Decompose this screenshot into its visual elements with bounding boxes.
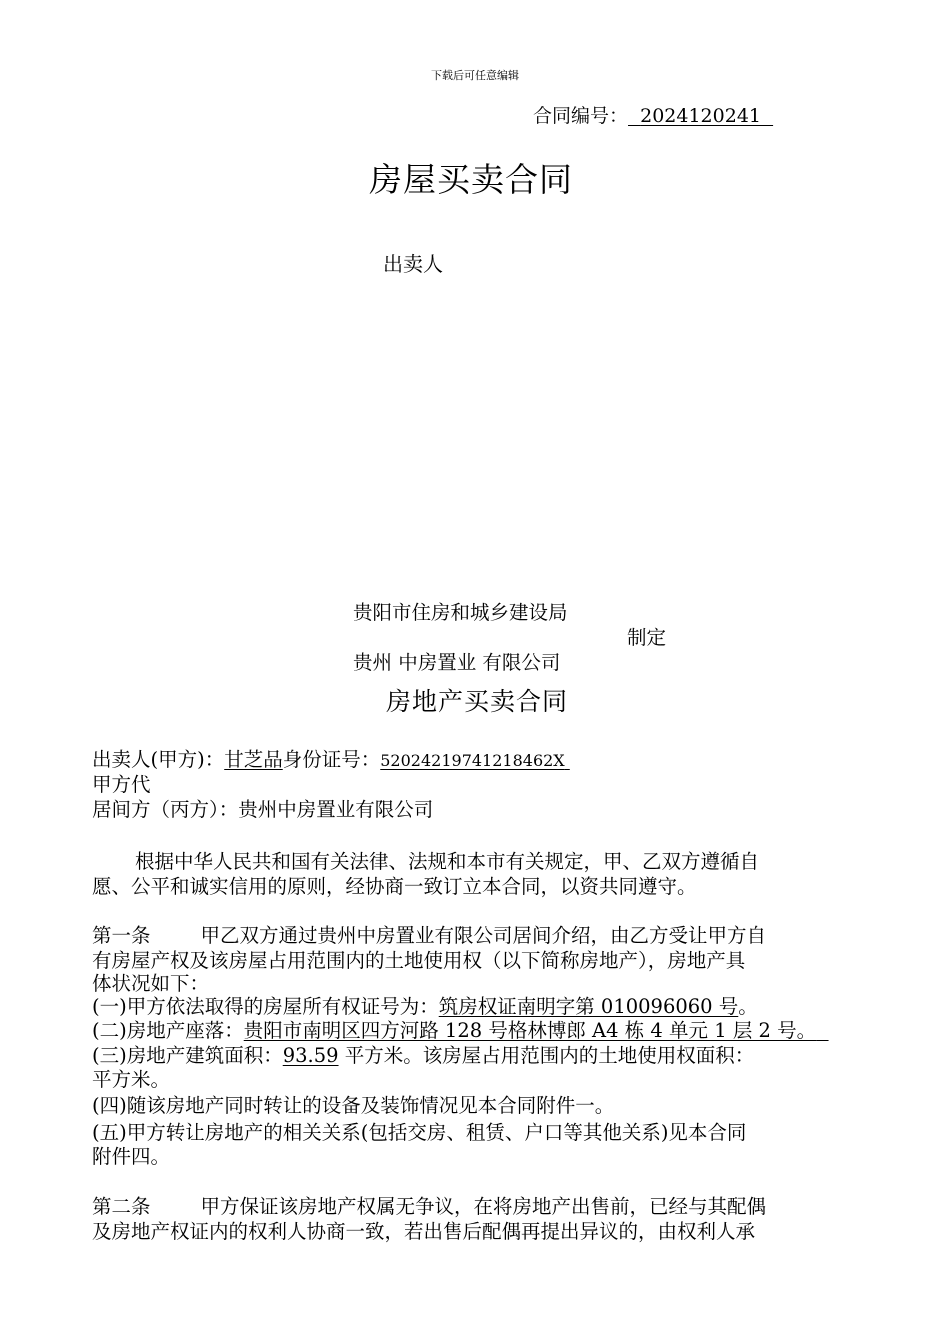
intermediary-line: 居间方（丙方）：贵州中房置业有限公司 (92, 798, 434, 821)
certificate-number: 筑房权证南明字第 010096060 号 (438, 995, 739, 1018)
article-1-line-2: 有房屋产权及该房屋占用范围内的土地使用权（以下简称房地产），房地产具 (92, 949, 746, 972)
item-5-line-1: (五)甲方转让房地产的相关关系(包括交房、租赁、户口等其他关系)见本合同 (92, 1121, 747, 1144)
item-3: (三)房地产建筑面积：93.59 平方米。该房屋占用范围内的土地使用权面积： (92, 1044, 755, 1067)
issuer-suffix: 制定 (627, 626, 667, 649)
article-1-heading: 第一条 (92, 924, 151, 947)
item-2: (二)房地产座落：贵阳市南明区四方河路 128 号格林博郎 A4 栋 4 单元 1 层 2 号。 (92, 1019, 829, 1042)
contract-number-label: 合同编号： (533, 105, 629, 127)
issuer-line-1: 贵阳市住房和城乡建设局 (353, 601, 568, 624)
preamble-line-2: 愿、公平和诚实信用的原则，经协商一致订立本合同，以资共同遵守。 (92, 875, 697, 898)
article-2-line-2: 及房地产权证内的权利人协商一致，若出售后配偶再提出异议的，由权利人承 (92, 1220, 756, 1243)
cover-title: 房屋买卖合同 (369, 160, 573, 199)
issuer-line-2: 贵州 中房置业 有限公司 (353, 651, 561, 674)
article-2-heading: 第二条 (92, 1195, 151, 1218)
id-value: 52024219741218462X (380, 751, 565, 770)
seller-name: 甘芝品 (224, 748, 283, 771)
item-3-line-2: 平方米。 (92, 1068, 171, 1091)
item-5-line-2: 附件四。 (92, 1145, 171, 1168)
item-4: (四)随该房地产同时转让的设备及装饰情况见本合同附件一。 (92, 1094, 615, 1117)
cover-seller-label: 出卖人 (383, 252, 443, 276)
article-1-line-3: 体状况如下： (92, 972, 210, 995)
contract-number (533, 101, 773, 128)
building-area: 93.59 (282, 1044, 339, 1067)
article-2-line-1: 第二条 甲方保证该房地产权属无争议，在将房地产出售前，已经与其配偶 (92, 1195, 767, 1218)
item-1: (一)甲方依法取得的房屋所有权证号为：筑房权证南明字第 010096060 号。 (92, 995, 758, 1018)
article-1-line-1: 第一条 甲乙双方通过贵州中房置业有限公司居间介绍，由乙方受让甲方自 (92, 924, 767, 947)
contract-title: 房地产买卖合同 (386, 687, 569, 716)
contract-number-value: 2024120241 (640, 105, 761, 127)
seller-line (92, 748, 570, 772)
id-label: 身份证号： (282, 748, 381, 771)
property-address: 贵阳市南明区四方河路 128 号格林博郎 A4 栋 4 单元 1 层 2 号。 (243, 1019, 817, 1042)
seller-prefix: 出卖人(甲方)： (92, 748, 225, 771)
preamble-line-1: 根据中华人民共和国有关法律、法规和本市有关规定，甲、乙双方遵循自 (135, 850, 760, 873)
download-note: 下载后可任意编辑 (431, 69, 519, 82)
agent-line: 甲方代 (92, 773, 151, 796)
